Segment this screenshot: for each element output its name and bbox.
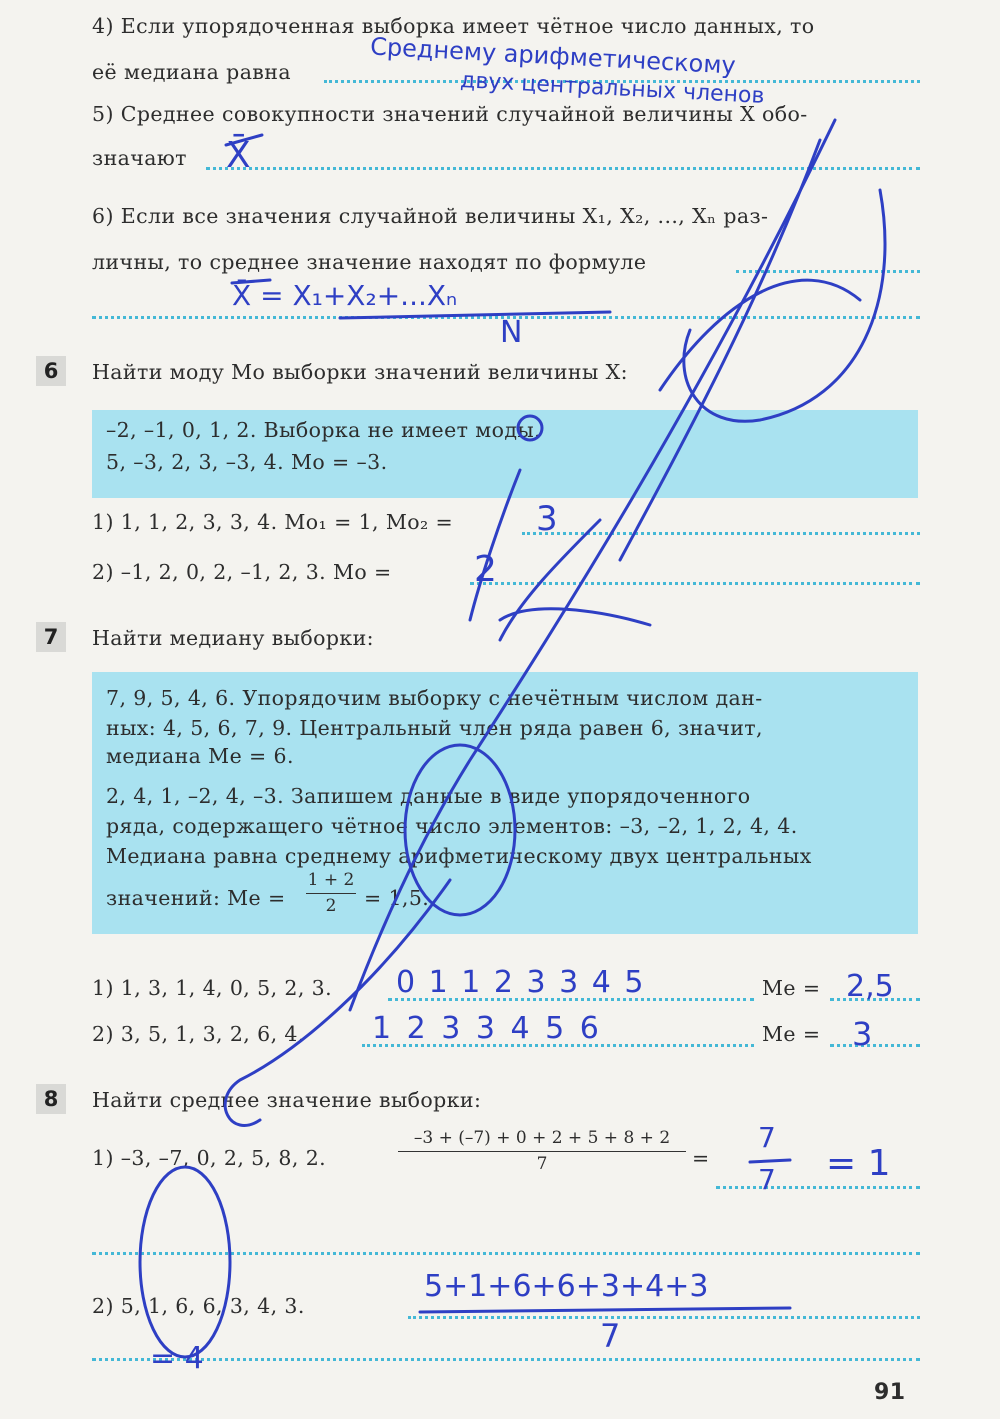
- task8-item1-handwritten-denominator: 7: [758, 1163, 776, 1196]
- task7-example-line6: Медиана равна среднему арифметическому двух центральных: [106, 844, 812, 868]
- q6-handwritten-formula: X̄ = X₁+X₂+...Xₙ: [232, 279, 458, 312]
- task6-item1-handwritten-answer: 3: [536, 499, 558, 539]
- q6-fraction-bar: [340, 312, 610, 318]
- task6-title: Найти моду Mo выборки значений величины X:: [92, 360, 628, 384]
- task7-example-line3: медиана Me = 6.: [106, 744, 294, 768]
- task8-title: Найти среднее значение выборки:: [92, 1088, 482, 1112]
- task8-item2-handwritten-sum: 5+1+6+6+3+4+3: [424, 1269, 709, 1304]
- task8-item1-handwritten-result: = 1: [826, 1143, 891, 1184]
- task7-item2-handwritten-sorted: 1 2 3 3 4 5 6: [372, 1011, 602, 1046]
- q6-line1: 6) Если все значения случайной величины X₁, X₂, ..., Xₙ раз-: [92, 204, 769, 228]
- q4-handwritten-answer-2: двух центральных членов: [459, 68, 766, 109]
- task6-number: 6: [36, 356, 66, 386]
- scribble-oval-2: [140, 1167, 230, 1357]
- task7-item2: 2) 3, 5, 1, 3, 2, 6, 4.: [92, 1022, 305, 1046]
- task7-example-line2: ных: 4, 5, 6, 7, 9. Центральный член ряда равен 6, значит,: [106, 716, 763, 740]
- task7-item1: 1) 1, 3, 1, 4, 0, 5, 2, 3.: [92, 976, 333, 1000]
- task7-example-line7-end: = 1,5.: [364, 886, 430, 910]
- q6-line2: личны, то среднее значение находят по формуле: [92, 250, 647, 274]
- task8-hw-fraction-bar: [420, 1308, 790, 1312]
- task6-item2: 2) –1, 2, 0, 2, –1, 2, 3. Mo =: [92, 560, 392, 584]
- task7-example-line1: 7, 9, 5, 4, 6. Упорядочим выборку с нечётным числом дан-: [106, 686, 763, 710]
- task7-example-line4: 2, 4, 1, –2, 4, –3. Запишем данные в виде упорядоченного: [106, 784, 751, 808]
- scribble-stroke-2: [620, 140, 820, 560]
- task7-fraction-numerator: 1 + 2: [307, 870, 355, 890]
- task8-hw-frac7-bar: [750, 1160, 790, 1162]
- task8-item2-handwritten-answer: = 4: [150, 1341, 204, 1376]
- task7-item1-handwritten-sorted: 0 1 1 2 3 3 4 5: [396, 965, 646, 1000]
- task8-item2-handwritten-denominator: 7: [600, 1317, 621, 1355]
- task8-item1-equals: =: [692, 1146, 710, 1170]
- q4-handwritten-answer-1: Среднему арифметическому: [369, 32, 737, 80]
- task8-item1: 1) –3, –7, 0, 2, 5, 8, 2.: [92, 1146, 327, 1170]
- task6-example1: –2, –1, 0, 1, 2. Выборка не имеет моды.: [106, 418, 541, 442]
- scribble-oval-1: [405, 745, 515, 915]
- task6-item1: 1) 1, 1, 2, 3, 3, 4. Mo₁ = 1, Mo₂ =: [92, 510, 454, 534]
- q4-line1: 4) Если упорядоченная выборка имеет чётное число данных, то: [92, 14, 815, 38]
- scribble-stroke-7: [470, 470, 520, 620]
- task7-item2-handwritten-median: 3: [852, 1015, 873, 1053]
- task7-example-line7-start: значений: Me =: [106, 886, 286, 910]
- scribble-stroke-1: [350, 120, 835, 1010]
- task7-example-line5: ряда, содержащего чётное число элементов: –3, –2, 1, 2, 4, 4.: [106, 814, 798, 838]
- task8-item1-handwritten-numerator: 7: [758, 1121, 776, 1154]
- q6-handwritten-denominator: N: [500, 315, 523, 350]
- task7-item1-handwritten-median: 2,5: [846, 969, 894, 1004]
- task7-item1-me-label: Me =: [762, 976, 821, 1000]
- task6-example2: 5, –3, 2, 3, –3, 4. Mo = –3.: [106, 450, 388, 474]
- q4-line2: её медиана равна: [92, 60, 291, 84]
- page-number: 91: [874, 1380, 906, 1405]
- task8-item2: 2) 5, 1, 6, 6, 3, 4, 3.: [92, 1294, 305, 1318]
- task7-item2-me-label: Me =: [762, 1022, 821, 1046]
- q5-line2: значают: [92, 146, 187, 170]
- scribble-stroke-6: [500, 609, 650, 625]
- task8-number: 8: [36, 1084, 66, 1114]
- task8-fraction-numerator: –3 + (–7) + 0 + 2 + 5 + 8 + 2: [413, 1128, 671, 1148]
- q5-handwritten-answer: X̄: [226, 135, 251, 176]
- scribble-stroke-4: [660, 280, 860, 390]
- task8-fraction-denominator: 7: [536, 1154, 548, 1174]
- task7-fraction-denominator: 2: [325, 896, 337, 916]
- q5-line1: 5) Среднее совокупности значений случайной величины X обо-: [92, 102, 808, 126]
- scribble-stroke-8: [225, 880, 450, 1125]
- task6-item2-handwritten-answer: 2: [474, 549, 497, 590]
- task7-number: 7: [36, 622, 66, 652]
- scribble-circle-small: [518, 416, 542, 440]
- task7-title: Найти медиану выборки:: [92, 626, 374, 650]
